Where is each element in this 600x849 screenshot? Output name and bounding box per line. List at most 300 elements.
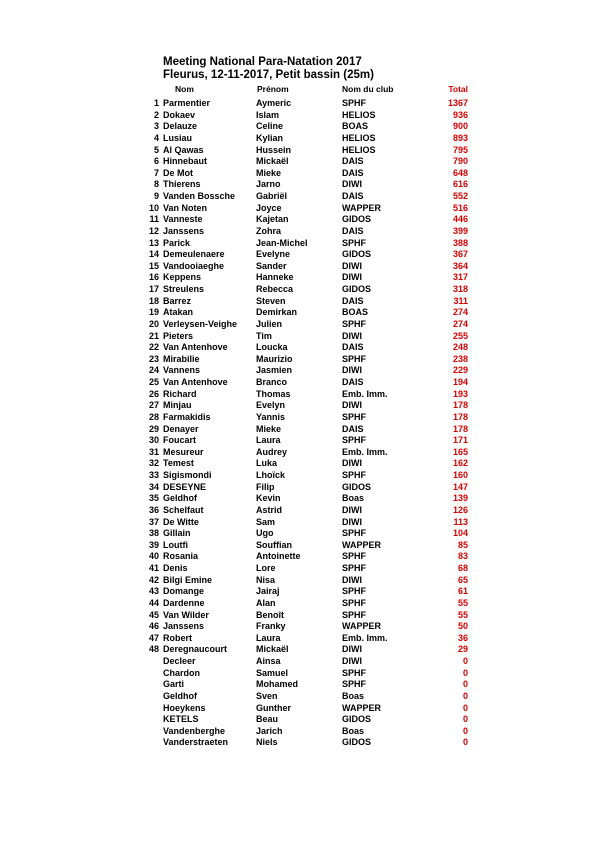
club-cell: SPHF: [342, 597, 367, 608]
table-row: [0, 98, 600, 110]
club-cell: DIWI: [342, 179, 362, 190]
prenom-cell: Laura: [256, 632, 281, 643]
prenom-cell: Joyce: [256, 202, 282, 213]
table-row: [0, 203, 600, 215]
prenom-cell: Kevin: [256, 493, 281, 504]
table-row: [0, 400, 600, 412]
nom-cell: Vanderstraeten: [163, 737, 229, 748]
rank-cell: 37: [148, 516, 159, 527]
rank-cell: 41: [148, 563, 159, 573]
total-cell: 113: [453, 516, 468, 527]
prenom-cell: Sven: [256, 690, 278, 701]
nom-cell: Janssens: [163, 621, 205, 632]
nom-cell: Streulens: [163, 284, 205, 294]
nom-cell: Janssens: [163, 225, 205, 236]
total-cell: 399: [452, 225, 468, 236]
total-cell: 160: [452, 470, 468, 480]
prenom-cell: Yannis: [256, 411, 286, 422]
club-cell: DIWI: [342, 365, 362, 376]
total-cell: 0: [462, 690, 468, 701]
table-row: [0, 145, 600, 157]
nom-cell: Thierens: [163, 179, 201, 190]
rank-cell: 40: [148, 551, 159, 562]
club-cell: Emb. Imm.: [342, 388, 388, 399]
table-row: [0, 714, 600, 726]
table-row: [0, 458, 600, 470]
table-row: [0, 737, 600, 749]
club-cell: DAIS: [342, 342, 364, 353]
nom-cell: Hinnebaut: [163, 156, 207, 167]
nom-cell: Van Noten: [163, 202, 208, 213]
table-row: [0, 412, 600, 424]
prenom-cell: Jairaj: [256, 586, 280, 597]
table-row: [0, 633, 600, 645]
nom-cell: Schelfaut: [163, 504, 204, 515]
prenom-cell: Evelyne: [256, 249, 291, 260]
rank-cell: 31: [148, 446, 159, 457]
total-cell: 317: [452, 272, 468, 283]
club-cell: SPHF: [342, 667, 367, 678]
total-cell: 36: [457, 632, 468, 643]
prenom-cell: Kylian: [256, 132, 284, 143]
rank-cell: 2: [153, 109, 159, 120]
table-row: [0, 575, 600, 587]
rank-cell: 43: [148, 586, 159, 597]
total-cell: 50: [457, 621, 468, 632]
prenom-cell: Maurizio: [256, 353, 293, 364]
club-cell: Boas: [342, 725, 365, 736]
nom-cell: Al Qawas: [163, 144, 204, 155]
rank-cell: 47: [148, 632, 159, 643]
prenom-cell: Nisa: [256, 574, 276, 585]
club-cell: DIWI: [342, 458, 362, 469]
table-row: [0, 703, 600, 715]
rank-cell: 44: [148, 597, 159, 608]
prenom-cell: Mickaël: [256, 156, 289, 167]
prenom-cell: Franky: [256, 621, 286, 632]
nom-cell: Vandooiaeghe: [163, 260, 225, 271]
rank-cell: 46: [148, 621, 159, 632]
rank-cell: 35: [148, 493, 159, 504]
total-cell: 616: [452, 179, 468, 190]
table-row: [0, 691, 600, 703]
club-cell: SPHF: [342, 318, 367, 329]
nom-cell: Geldhof: [163, 493, 197, 504]
table-row: [0, 226, 600, 238]
nom-cell: Minjau: [163, 400, 192, 411]
rank-cell: 9: [153, 191, 159, 201]
nom-cell: Vanneste: [163, 214, 203, 225]
prenom-cell: Branco: [256, 377, 288, 387]
rank-cell: 23: [148, 353, 159, 364]
club-cell: DAIS: [342, 225, 364, 236]
prenom-cell: Gabriël: [256, 191, 288, 201]
nom-cell: Dokaev: [163, 109, 196, 120]
nom-cell: Denis: [163, 563, 188, 573]
table-row: [0, 493, 600, 505]
prenom-cell: Mieke: [256, 167, 282, 178]
rank-cell: 24: [148, 365, 159, 376]
nom-cell: Robert: [163, 632, 192, 643]
prenom-cell: Ugo: [256, 528, 274, 539]
total-cell: 29: [457, 644, 468, 655]
club-cell: SPHF: [342, 411, 367, 422]
club-cell: DAIS: [342, 377, 364, 387]
club-cell: DIWI: [342, 272, 362, 283]
rank-cell: 26: [148, 388, 159, 399]
prenom-cell: Julien: [256, 318, 283, 329]
prenom-cell: Antoinette: [256, 551, 301, 562]
table-row: [0, 319, 600, 331]
rank-cell: 19: [148, 307, 159, 318]
club-cell: SPHF: [342, 551, 367, 562]
rank-cell: 5: [153, 144, 159, 155]
table-row: [0, 668, 600, 680]
club-cell: GIDOS: [342, 249, 372, 260]
table-row: [0, 249, 600, 261]
table-row: [0, 435, 600, 447]
club-cell: SPHF: [342, 609, 367, 620]
total-cell: 83: [457, 551, 468, 562]
total-cell: 648: [452, 167, 468, 178]
nom-cell: Van Wilder: [163, 609, 209, 620]
prenom-cell: Hussein: [256, 144, 292, 155]
club-cell: DIWI: [342, 400, 362, 411]
club-cell: SPHF: [342, 563, 367, 573]
table-row: [0, 354, 600, 366]
header-club: Nom du club: [342, 84, 394, 94]
page-subtitle: Fleurus, 12-11-2017, Petit bassin (25m): [163, 69, 374, 81]
total-cell: 68: [457, 563, 468, 573]
total-cell: 0: [462, 667, 468, 678]
rank-cell: 3: [153, 121, 159, 132]
total-cell: 364: [452, 260, 468, 271]
table-row: [0, 447, 600, 459]
prenom-cell: Loucka: [256, 342, 288, 353]
total-cell: 104: [452, 528, 468, 539]
prenom-cell: Benoît: [256, 609, 284, 620]
total-cell: 178: [452, 423, 468, 434]
total-cell: 936: [452, 109, 468, 120]
results-table: [0, 98, 600, 749]
total-cell: 171: [452, 435, 468, 446]
table-row: [0, 133, 600, 145]
club-cell: WAPPER: [342, 621, 382, 632]
club-cell: Emb. Imm.: [342, 446, 388, 457]
prenom-cell: Souffian: [256, 539, 292, 550]
club-cell: DIWI: [342, 516, 362, 527]
table-row: [0, 679, 600, 691]
prenom-cell: Tim: [256, 330, 272, 341]
table-row: [0, 517, 600, 529]
prenom-cell: Astrid: [256, 504, 283, 515]
rank-cell: 17: [148, 284, 159, 294]
nom-cell: Bilgi Emine: [163, 574, 213, 585]
prenom-cell: Alan: [256, 597, 276, 608]
rank-cell: 10: [148, 202, 159, 213]
table-row: [0, 365, 600, 377]
prenom-cell: Niels: [256, 737, 278, 748]
rank-cell: 45: [148, 609, 159, 620]
rank-cell: 48: [148, 644, 159, 655]
total-cell: 552: [452, 191, 468, 201]
prenom-cell: Luka: [256, 458, 278, 469]
total-cell: 162: [452, 458, 468, 469]
prenom-cell: Islam: [256, 109, 280, 120]
nom-cell: Vandenberghe: [163, 725, 226, 736]
prenom-cell: Jasmien: [256, 365, 293, 376]
total-cell: 0: [462, 702, 468, 713]
club-cell: BOAS: [342, 307, 369, 318]
table-row: [0, 284, 600, 296]
nom-cell: Denayer: [163, 423, 199, 434]
club-cell: GIDOS: [342, 737, 372, 748]
prenom-cell: Rebecca: [256, 284, 294, 294]
table-row: [0, 179, 600, 191]
table-row: [0, 610, 600, 622]
club-cell: DIWI: [342, 330, 362, 341]
table-row: [0, 110, 600, 122]
club-cell: Emb. Imm.: [342, 632, 388, 643]
total-cell: 65: [457, 574, 468, 585]
table-row: [0, 261, 600, 273]
club-cell: DAIS: [342, 191, 364, 201]
rank-cell: 33: [148, 470, 159, 480]
total-cell: 229: [452, 365, 468, 376]
prenom-cell: Jean-Michel: [256, 237, 308, 248]
table-row: [0, 191, 600, 203]
rank-cell: 38: [148, 528, 159, 539]
rank-cell: 20: [148, 318, 159, 329]
table-row: [0, 342, 600, 354]
header-total: Total: [448, 84, 468, 94]
nom-cell: Deregnaucourt: [163, 644, 228, 655]
rank-cell: 15: [148, 260, 159, 271]
total-cell: 1367: [447, 98, 468, 108]
table-row: [0, 272, 600, 284]
total-cell: 274: [452, 307, 468, 318]
club-cell: DAIS: [342, 156, 364, 167]
nom-cell: Richard: [163, 388, 197, 399]
club-cell: GIDOS: [342, 214, 372, 225]
table-row: [0, 505, 600, 517]
total-cell: 85: [457, 539, 468, 550]
table-row: [0, 470, 600, 482]
rank-cell: 8: [153, 179, 159, 190]
total-cell: 139: [452, 493, 468, 504]
total-cell: 55: [457, 597, 468, 608]
prenom-cell: Hanneke: [256, 272, 294, 283]
total-cell: 238: [452, 353, 468, 364]
nom-cell: Mesureur: [163, 446, 204, 457]
total-cell: 165: [452, 446, 468, 457]
club-cell: GIDOS: [342, 481, 372, 492]
rank-cell: 32: [148, 458, 159, 469]
club-cell: HELIOS: [342, 109, 376, 120]
table-row: [0, 540, 600, 552]
rank-cell: 12: [148, 225, 159, 236]
nom-cell: Chardon: [163, 667, 200, 678]
nom-cell: Parmentier: [163, 98, 211, 108]
rank-cell: 22: [148, 342, 159, 353]
table-row: [0, 563, 600, 575]
prenom-cell: Ainsa: [256, 656, 281, 666]
total-cell: 311: [453, 295, 468, 306]
header-nom: Nom: [175, 84, 194, 94]
rank-cell: 14: [148, 249, 159, 260]
rank-cell: 42: [148, 574, 159, 585]
rank-cell: 11: [149, 214, 159, 225]
total-cell: 790: [452, 156, 468, 167]
rank-cell: 6: [153, 156, 159, 167]
table-row: [0, 238, 600, 250]
prenom-cell: Sam: [256, 516, 276, 527]
nom-cell: Decleer: [163, 656, 196, 666]
nom-cell: Farmakidis: [163, 411, 211, 422]
nom-cell: Demeulenaere: [163, 249, 225, 260]
prenom-cell: Samuel: [256, 667, 289, 678]
total-cell: 388: [452, 237, 468, 248]
rank-cell: 4: [153, 132, 159, 143]
nom-cell: Domange: [163, 586, 205, 597]
rank-cell: 18: [148, 295, 159, 306]
nom-cell: Delauze: [163, 121, 198, 132]
total-cell: 248: [452, 342, 468, 353]
table-row: [0, 156, 600, 168]
nom-cell: DESEYNE: [163, 481, 207, 492]
prenom-cell: Mieke: [256, 423, 282, 434]
club-cell: SPHF: [342, 470, 367, 480]
club-cell: DAIS: [342, 295, 364, 306]
page-title: Meeting National Para-Natation 2017: [163, 56, 362, 68]
table-row: [0, 214, 600, 226]
table-row: [0, 168, 600, 180]
total-cell: 0: [462, 737, 468, 748]
header-prenom: Prénom: [257, 84, 289, 94]
club-cell: SPHF: [342, 528, 367, 539]
club-cell: SPHF: [342, 237, 367, 248]
prenom-cell: Thomas: [256, 388, 291, 399]
rank-cell: 28: [148, 411, 159, 422]
club-cell: SPHF: [342, 586, 367, 597]
club-cell: WAPPER: [342, 202, 382, 213]
nom-cell: De Mot: [163, 167, 193, 178]
total-cell: 516: [452, 202, 468, 213]
prenom-cell: Evelyn: [256, 400, 286, 411]
prenom-cell: Mohamed: [256, 679, 299, 690]
nom-cell: Loutfi: [163, 539, 188, 550]
nom-cell: Hoeykens: [163, 702, 206, 713]
total-cell: 193: [452, 388, 468, 399]
club-cell: SPHF: [342, 353, 367, 364]
club-cell: DIWI: [342, 260, 362, 271]
table-row: [0, 296, 600, 308]
nom-cell: Geldhof: [163, 690, 197, 701]
club-cell: Boas: [342, 493, 365, 504]
rank-cell: 1: [153, 98, 159, 108]
prenom-cell: Steven: [256, 295, 286, 306]
table-row: [0, 377, 600, 389]
table-row: [0, 656, 600, 668]
rank-cell: 7: [153, 167, 159, 178]
nom-cell: Temest: [163, 458, 194, 469]
rank-cell: 29: [148, 423, 159, 434]
nom-cell: Pieters: [163, 330, 194, 341]
nom-cell: Van Antenhove: [163, 342, 228, 353]
total-cell: 795: [452, 144, 468, 155]
club-cell: WAPPER: [342, 539, 382, 550]
total-cell: 178: [452, 400, 468, 411]
table-row: [0, 331, 600, 343]
total-cell: 126: [452, 504, 468, 515]
table-row: [0, 121, 600, 133]
total-cell: 194: [452, 377, 468, 387]
nom-cell: Vannens: [163, 365, 201, 376]
nom-cell: Parick: [163, 237, 191, 248]
rank-cell: 30: [148, 435, 159, 446]
total-cell: 893: [452, 132, 468, 143]
prenom-cell: Filip: [256, 481, 275, 492]
nom-cell: Gillain: [163, 528, 191, 539]
nom-cell: Dardenne: [163, 597, 205, 608]
total-cell: 178: [452, 411, 468, 422]
nom-cell: Van Antenhove: [163, 377, 228, 387]
club-cell: DAIS: [342, 167, 364, 178]
table-row: [0, 726, 600, 738]
club-cell: SPHF: [342, 435, 367, 446]
nom-cell: Vanden Bossche: [163, 191, 236, 201]
nom-cell: Sigismondi: [163, 470, 212, 480]
total-cell: 55: [457, 609, 468, 620]
club-cell: DIWI: [342, 574, 362, 585]
total-cell: 147: [452, 481, 468, 492]
prenom-cell: Jarich: [256, 725, 283, 736]
club-cell: Boas: [342, 690, 365, 701]
rank-cell: 36: [148, 504, 159, 515]
prenom-cell: Zohra: [256, 225, 282, 236]
table-row: [0, 307, 600, 319]
prenom-cell: Mickaël: [256, 644, 289, 655]
total-cell: 61: [457, 586, 468, 597]
rank-cell: 25: [148, 377, 159, 387]
total-cell: 367: [452, 249, 468, 260]
nom-cell: Verleysen-Veighe: [163, 318, 238, 329]
prenom-cell: Gunther: [256, 702, 291, 713]
prenom-cell: Audrey: [256, 446, 288, 457]
total-cell: 446: [452, 214, 468, 225]
total-cell: 318: [452, 284, 468, 294]
total-cell: 0: [462, 714, 468, 725]
rank-cell: 27: [148, 400, 159, 411]
table-row: [0, 598, 600, 610]
nom-cell: Lusiau: [163, 132, 193, 143]
prenom-cell: Lhoïck: [256, 470, 286, 480]
total-cell: 274: [452, 318, 468, 329]
prenom-cell: Sander: [256, 260, 287, 271]
table-row: [0, 424, 600, 436]
rank-cell: 34: [148, 481, 159, 492]
total-cell: 0: [462, 725, 468, 736]
table-row: [0, 644, 600, 656]
nom-cell: KETELS: [163, 714, 199, 725]
club-cell: SPHF: [342, 679, 367, 690]
club-cell: HELIOS: [342, 144, 376, 155]
prenom-cell: Aymeric: [256, 98, 292, 108]
club-cell: BOAS: [342, 121, 369, 132]
nom-cell: Keppens: [163, 272, 202, 283]
total-cell: 0: [462, 679, 468, 690]
table-row: [0, 528, 600, 540]
